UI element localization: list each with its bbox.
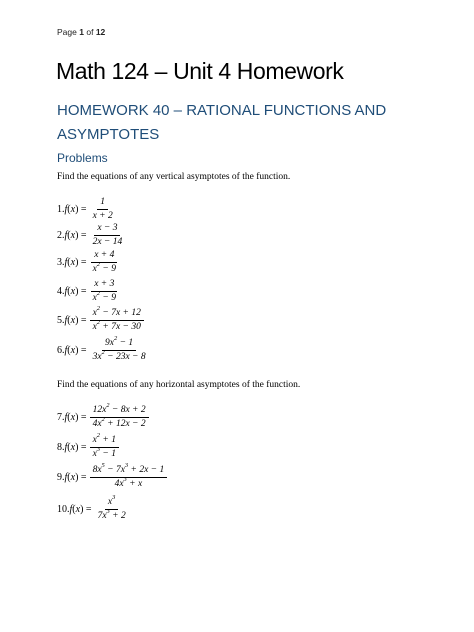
function-lhs: f(x) =	[69, 504, 92, 515]
denominator: 2x − 14	[92, 237, 123, 247]
problem-number: 9.	[57, 472, 65, 483]
fraction	[90, 401, 149, 430]
denominator: $7x^3 + 2$	[97, 507, 126, 521]
vertical-instructions: Find the equations of any vertical asymptotes of the function.	[57, 172, 291, 182]
numerator: $x^2 + 1$	[90, 435, 119, 448]
page-total: 12	[95, 27, 106, 37]
denominator: x + 2	[92, 211, 113, 221]
horizontal-problem-3	[57, 461, 167, 490]
horizontal-problem-2	[57, 431, 119, 460]
numerator: $x^3$	[105, 497, 118, 510]
numerator: $8x^5 - 7x^3 + 2x - 1$	[90, 465, 168, 478]
fraction	[90, 223, 126, 248]
page-current: 1	[79, 27, 84, 37]
denominator: $x^2 - 9$	[92, 260, 116, 274]
vertical-problem-3	[57, 250, 119, 275]
numerator: x + 4	[91, 250, 117, 263]
problem-number: 10.	[57, 504, 70, 515]
function-lhs: f(x) =	[64, 315, 87, 326]
denominator: $4x^2 + 12x - 2$	[92, 415, 146, 429]
denominator: $3x^2 - 23x - 8$	[92, 348, 146, 362]
fraction	[90, 334, 149, 363]
function-lhs: f(x) =	[64, 257, 87, 268]
function-lhs: f(x) =	[64, 345, 87, 356]
page-label: Page	[57, 27, 77, 37]
function-lhs: f(x) =	[64, 412, 87, 423]
page-indicator	[57, 27, 105, 37]
function-lhs: f(x) =	[64, 442, 87, 453]
fraction	[90, 461, 168, 490]
denominator: $x^2 + 7x - 30$	[92, 318, 141, 332]
function-lhs: f(x) =	[64, 472, 87, 483]
function-lhs: f(x) =	[64, 286, 87, 297]
vertical-problem-6	[57, 334, 149, 363]
section-title: HOMEWORK 40 – RATIONAL FUNCTIONS AND ASYMPTOTES	[57, 102, 387, 143]
problem-number: 1.	[57, 204, 65, 215]
function-lhs: f(x) =	[64, 204, 87, 215]
horizontal-instructions: Find the equations of any horizontal asymptotes of the function.	[57, 380, 301, 390]
fraction	[90, 304, 144, 333]
page-of: of	[86, 27, 94, 37]
denominator: $4x^3 + x$	[114, 475, 143, 489]
vertical-problem-2	[57, 223, 125, 248]
horizontal-problem-4	[57, 493, 129, 522]
vertical-problem-5	[57, 304, 144, 333]
fraction	[90, 431, 119, 460]
problem-number: 3.	[57, 257, 65, 268]
fraction	[95, 493, 129, 522]
problem-number: 8.	[57, 442, 65, 453]
vertical-problem-1	[57, 197, 116, 222]
problem-number: 5.	[57, 315, 65, 326]
denominator: $x^3 - 1$	[92, 445, 116, 459]
vertical-problem-4	[57, 279, 119, 304]
page-title: Math 124 – Unit 4 Homework	[56, 58, 344, 84]
fraction	[90, 197, 116, 222]
numerator: $12x^2 - 8x + 2$	[90, 405, 149, 418]
fraction	[90, 250, 119, 275]
denominator: $x^2 - 9$	[92, 289, 116, 303]
problem-number: 2.	[57, 230, 65, 241]
fraction	[90, 279, 119, 304]
numerator: $9x^2 - 1$	[102, 338, 136, 351]
problem-number: 7.	[57, 412, 65, 423]
numerator: x + 3	[91, 279, 117, 292]
function-lhs: f(x) =	[64, 230, 87, 241]
numerator: 1	[97, 197, 108, 210]
horizontal-problem-1	[57, 401, 149, 430]
numerator: $x^2 - 7x + 12$	[90, 308, 144, 321]
problems-subheading: Problems	[57, 151, 108, 165]
problem-number: 4.	[57, 286, 65, 297]
numerator: x − 3	[94, 223, 120, 236]
problem-number: 6.	[57, 345, 65, 356]
